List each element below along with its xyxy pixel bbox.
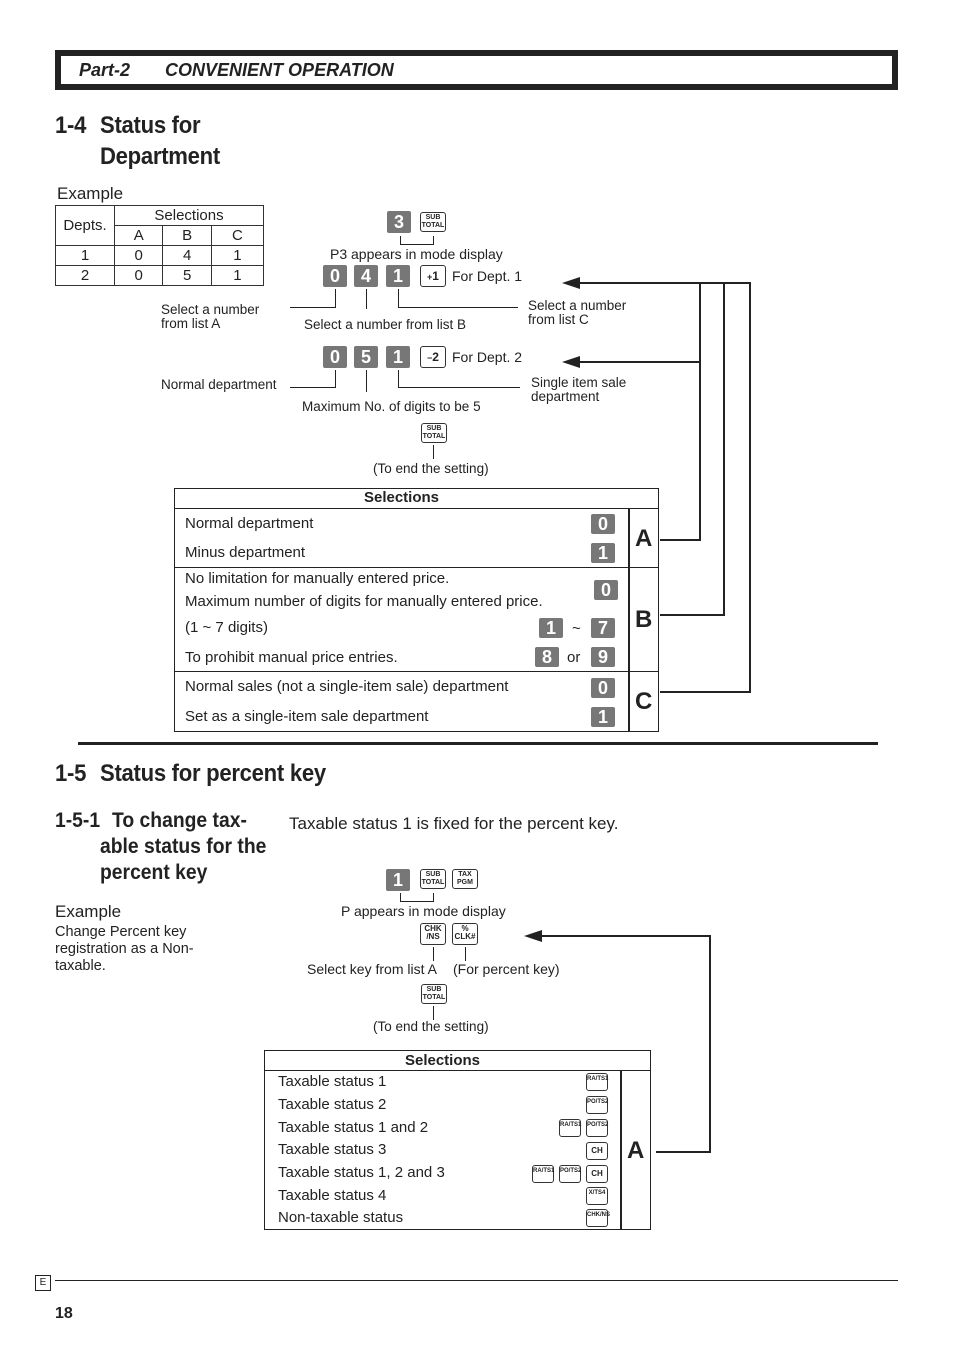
chk-ns-key: CHK/NS [586, 1209, 608, 1227]
subtotal-key: SUB TOTAL [421, 423, 447, 443]
dept-cell: 2 [56, 266, 115, 286]
col-b: B [163, 226, 211, 246]
page-number: 18 [55, 1305, 73, 1322]
key-3: 3 [387, 211, 411, 233]
letter-a: A [627, 1137, 645, 1164]
key-1: 1 [591, 543, 615, 563]
max-digits-note: Maximum No. of digits to be 5 [302, 399, 481, 414]
single-item-note: Single item sale department [531, 375, 627, 404]
section-1-5-title: Status for percent key [100, 760, 326, 787]
subsection-number: 1-5-1 [55, 809, 101, 832]
option-taxable-4: Taxable status 4 [278, 1187, 387, 1204]
select-list-c: Select a number from list C [528, 298, 627, 327]
option-prohibit: To prohibit manual price entries. [185, 649, 398, 666]
key-0: 0 [323, 265, 347, 287]
cell: 4 [163, 246, 211, 266]
key-8: 8 [535, 647, 559, 667]
key-1: 1 [386, 869, 410, 891]
ch-key: CH [586, 1165, 608, 1183]
part-label: Part-2 [79, 60, 131, 80]
end-setting-note: (To end the setting) [373, 461, 489, 476]
key-0: 0 [323, 346, 347, 368]
x-ts4-key: X/TS4 [586, 1187, 608, 1205]
col-c: C [211, 226, 263, 246]
letter-c: C [635, 688, 653, 715]
key-0: 0 [591, 678, 615, 698]
po-ts2-key: PO/TS2 [586, 1119, 608, 1137]
letter-b: B [635, 606, 653, 633]
option-max-digits: Maximum number of digits for manually entered price. [185, 593, 543, 610]
subtotal-key: SUB TOTAL [420, 869, 446, 889]
example-label: Example [55, 902, 122, 921]
subsection-title-line3: percent key [100, 861, 208, 884]
option-taxable-1: Taxable status 1 [278, 1073, 387, 1090]
option-no-limitation: No limitation for manually entered price. [185, 570, 450, 587]
dept2-key: −2 [420, 346, 446, 368]
selections-header: Selections [404, 1052, 481, 1069]
for-percent-key: (For percent key) [453, 961, 560, 977]
key-1: 1 [591, 707, 615, 727]
subsection-title-line2: able status for the [100, 835, 267, 858]
key-1: 1 [386, 346, 410, 368]
col-a: A [115, 226, 163, 246]
percent-key: % CLK# [452, 923, 478, 945]
option-taxable-1-2-3: Taxable status 1, 2 and 3 [278, 1164, 445, 1181]
option-single-item: Set as a single-item sale department [185, 708, 429, 725]
po-ts2-key: PO/TS2 [586, 1096, 608, 1114]
option-normal-sales: Normal sales (not a single-item sale) department [185, 678, 509, 695]
key-1: 1 [386, 265, 410, 287]
cell: 5 [163, 266, 211, 286]
key-5: 5 [354, 346, 378, 368]
for-dept2: For Dept. 2 [452, 349, 523, 365]
option-taxable-2: Taxable status 2 [278, 1096, 387, 1113]
cell: 0 [115, 266, 163, 286]
option-non-taxable: Non-taxable status [278, 1209, 404, 1226]
ra-ts1-key: RA/TS1 [559, 1119, 581, 1137]
key-9: 9 [591, 647, 615, 667]
end-setting-note: (To end the setting) [373, 1019, 489, 1034]
option-digit-range: (1 ~ 7 digits) [185, 619, 268, 636]
po-ts2-key: PO/TS2 [559, 1165, 581, 1183]
ch-key: CH [586, 1142, 608, 1160]
key-4: 4 [354, 265, 378, 287]
chk-ns-key: CHK /NS [420, 923, 446, 945]
selections-header: Selections [115, 206, 264, 226]
normal-department-note: Normal department [161, 377, 277, 392]
subsection-title-line1: To change tax- [112, 809, 247, 832]
section-1-4-title-line2: Department [100, 143, 220, 170]
ra-ts1-key: RA/TS1 [532, 1165, 554, 1183]
for-dept1: For Dept. 1 [452, 268, 523, 284]
p-note: P appears in mode display [341, 903, 506, 919]
example-description: Change Percent key registration as a Non- taxable. [55, 924, 194, 974]
tax-pgm-key: TAX PGM [452, 869, 478, 889]
fixed-note: Taxable status 1 is fixed for the percent key. [289, 814, 619, 833]
p3-note: P3 appears in mode display [330, 246, 503, 262]
key-1: 1 [539, 618, 563, 638]
select-list-b: Select a number from list B [304, 317, 467, 332]
subtotal-key: SUB TOTAL [420, 212, 446, 232]
dept1-key: +1 [420, 265, 446, 287]
or-text: or [567, 649, 581, 666]
cell: 0 [115, 246, 163, 266]
dept-cell: 1 [56, 246, 115, 266]
section-1-4-title-line1: Status for [100, 112, 201, 139]
key-0: 0 [591, 514, 615, 534]
option-normal-department: Normal department [185, 515, 314, 532]
subtotal-key: SUB TOTAL [421, 984, 447, 1004]
example-label: Example [57, 184, 124, 203]
part-title: CONVENIENT OPERATION [165, 60, 394, 80]
select-key-list-a: Select key from list A [307, 961, 437, 977]
section-1-4-number: 1-4 [55, 112, 87, 139]
option-taxable-1-2: Taxable status 1 and 2 [278, 1119, 429, 1136]
depts-header: Depts. [56, 206, 115, 246]
cell: 1 [211, 246, 263, 266]
key-7: 7 [591, 618, 615, 638]
letter-a: A [635, 525, 653, 552]
select-list-a: Select a number from list A [161, 302, 260, 331]
key-0: 0 [594, 580, 618, 600]
option-minus-department: Minus department [185, 544, 306, 561]
cell: 1 [211, 266, 263, 286]
section-1-5-number: 1-5 [55, 760, 87, 787]
selections-header: Selections [363, 489, 440, 506]
tilde: ~ [572, 620, 581, 637]
ra-ts1-key: RA/TS1 [586, 1073, 608, 1091]
option-taxable-3: Taxable status 3 [278, 1141, 387, 1158]
language-badge: E [35, 1275, 51, 1291]
